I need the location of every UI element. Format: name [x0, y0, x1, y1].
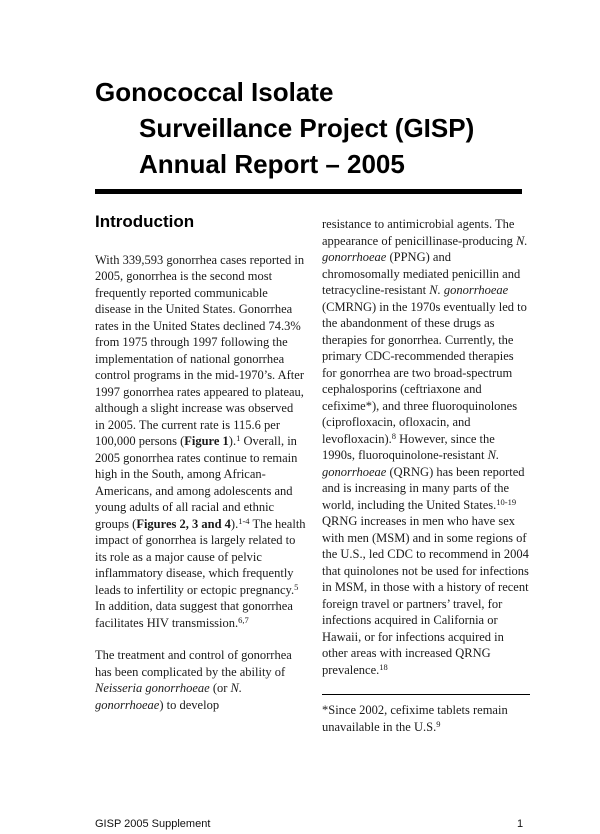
- report-title: [95, 74, 555, 182]
- footnote-divider: [322, 694, 530, 695]
- title-rule: [95, 189, 522, 194]
- left-column: [95, 214, 306, 729]
- report-title-line: Gonococcal Isolate: [95, 77, 334, 107]
- footer-supplement-label: GISP 2005 Supplement: [95, 818, 211, 830]
- right-column: [322, 216, 530, 735]
- report-title-line: Surveillance Project (GISP): [139, 113, 475, 143]
- intro-heading: Introduction: [95, 212, 195, 231]
- report-title-line: Annual Report – 2005: [139, 149, 405, 179]
- intro-paragraph-1: With 339,593 gonorrhea cases reported in 2005, gonorrhea is the second most frequently reported communicable disease in the United States. Gonorrhea rates in the United States declined 74.3% from 1975 through 1997 following the implementation of national gonorrhea control programs in the mid-1970’s. After 1997 gonorrhea rates appeared to plateau, although a slight increase was observed in 2005. The current rate is 115.6 per 100,000 persons (Figure 1).$^1$ Overall, in 2005 gonorrhea rates continue to remain high in the South, among African-Americans, and among adolescents and young adults of all racial and ethnic groups (Figures 2, 3 and 4).$^{1-4}$ The health impact of gonorrhea is largely related to its role as a major cause of pelvic inflammatory disease, which frequently leads to infertility or ectopic pregnancy.$^5$ In addition, data suggest that gonorrhea facilitates HIV transmission.$^{6,7}$: [95, 252, 306, 630]
- footnote: *Since 2002, cefixime tablets remain unavailable in the U.S.$^9$: [322, 703, 508, 734]
- intro-paragraph-2: The treatment and control of gonorrhea has been complicated by the ability of Neisseria gonorrhoeae (or N. gonorrhoeae) to develop: [95, 648, 292, 712]
- page-number: 1: [517, 818, 524, 830]
- right-column-paragraph: resistance to antimicrobial agents. The appearance of penicillinase-producing N. gonorrhoeae (PPNG) and chromosomally mediated penicillin and tetracycline-resistant N. gonorrhoeae (CMRNG) in the 1970s eventually led to the abandonment of these drugs as therapies for gonorrhea. Currently, the primary CDC-recommended therapies for gonorrhea are two broad-spectrum cephalosporins (ceftriaxone and cefixime*), and three fluoroquinolones (ciprofloxacin, ofloxacin, and levofloxacin).$^8$ However, since the 1990s, fluoroquinolone-resistant N. gonorrhoeae (QRNG) has been reported and is increasing in many parts of the world, including the United States.$^{10-19}$ QRNG increases in men who have sex with men (MSM) and in some regions of the U.S., led CDC to recommend in 2004 that quinolones not be used for infections in MSM, in those with a history of recent foreign travel or partners’ travel, for infections acquired in California or Hawaii, or for infections acquired in other areas with increased QRNG prevalence.$^{18}$: [322, 217, 529, 677]
